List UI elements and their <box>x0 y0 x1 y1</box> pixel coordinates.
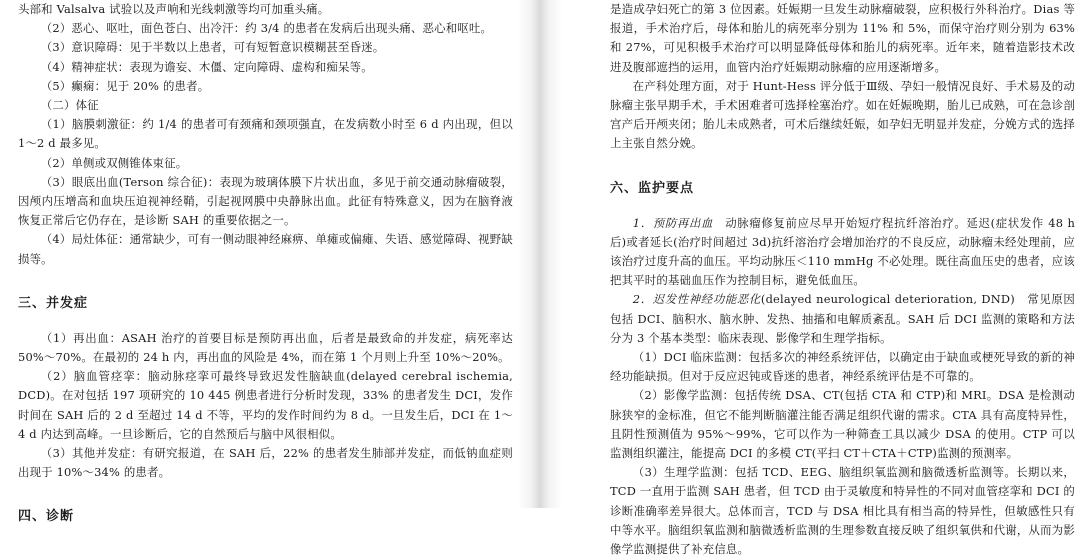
right-text-column <box>610 0 1075 559</box>
paragraph-meningeal: （1）脑膜刺激征：约 1/4 的患者可有颈痛和颈项强直，在发病数小时至 6 d 内出现，但以 1～2 d 最多见。 <box>18 117 513 151</box>
paragraph-pyramidal: （2）单侧或双侧锥体束征。 <box>40 155 188 170</box>
book-gutter <box>518 0 562 508</box>
right-page <box>562 0 1080 557</box>
paragraph-nausea: （2）恶心、呕吐，面色苍白、出冷汗：约 3/4 的患者在发病后出现头痛、恶心和呕吐。 <box>40 21 493 36</box>
paragraph-consciousness: （3）意识障碍：见于半数以上患者，可有短暂意识模糊甚至昏迷。 <box>40 40 385 55</box>
paragraph-fundus: （3）眼底出血(Terson 综合征)：表现为玻璃体膜下片状出血，多见于前交通动脉瘤破裂，因颅内压增高和血块压迫视神经鞘，引起视网膜中央静脉出血。此征有特殊意义，因为在脑脊液恢复正常后它仍存在，是诊断 SAH 的重要依据之一。 <box>18 174 513 228</box>
paragraph-psychiatric: （4）精神症状：表现为谵妄、木僵、定向障碍、虚构和痴呆等。 <box>40 59 373 74</box>
paragraph-epilepsy: （5）癫痫：见于 20% 的患者。 <box>40 78 210 93</box>
paragraph-imaging-monitoring: （2）影像学监测：包括传统 DSA、CT(包括 CTA 和 CTP)和 MRI。DSA 是检测动脉狭窄的金标准，但它不能判断脑灌注能否满足组织代谢的需求。CTA 具有高度特异性，且阴性预测值为 95%～99%，它可以作为一种筛查工具以减少 DSA 的使用。CTP 可以监测组织灌注，能提高 DCI 的多模 CT(平扫 CT＋CTA＋CTP)监测的预测率。 <box>610 388 1075 461</box>
heading-monitoring: 六、监护要点 <box>610 180 695 196</box>
left-text-column <box>18 0 513 528</box>
left-page <box>0 0 518 525</box>
paragraph-physiological-monitoring: （3）生理学监测：包括 TCD、EEG、脑组织氧监测和脑微透析监测等。长期以来，TCD 一直用于监测 SAH 患者，但 TCD 由于灵敏度和特异性的不同对血管痉挛和 DCI 的诊断准确率差异很大。总体而言，TCD 与 DSA 相比具有相当高的特异性，但敏感性只有中等水平。脑组织氧监测和脑微透析监测的生理参数直接反映了组织氧供和代谢，从而为影像学监测提供了补充信息。 <box>610 465 1075 557</box>
prevent-rebleed-text: 动脉瘤修复前应尽早开始短疗程抗纤溶治疗。延迟(症状发作 48 h 后)或者延长(治疗时间超过 3d)抗纤溶治疗会增加治疗的不良反应，动脉瘤未经处理前，应该治疗过度升高的血压。平均动脉压＜110 mmHg 不必处理。既往高血压史的患者，应该把其平时的基础血压作为控制目标，避免低血压。 <box>610 215 1076 288</box>
subheading-signs: （二）体征 <box>40 98 99 113</box>
prevent-rebleed-label: 1．预防再出血 <box>632 215 714 230</box>
paragraph-prevent-rebleed <box>610 214 1075 291</box>
paragraph-headache-aggravation: 头部和 Valsalva 试验以及声响和光线刺激等均可加重头痛。 <box>18 2 330 16</box>
dnd-text: (delayed neurological deterioration, DND) 常见原因包括 DCI、脑积水、脑水肿、发热、抽搐和电解质紊乱。SAH 后 DCI 监测的策略和方法分为 3 个基本类型：临床表现、影像学和生理学指标。 <box>610 292 1075 345</box>
paragraph-vasospasm: （2）脑血管痉挛：脑动脉痉挛可最终导致迟发性脑缺血(delayed cerebral ischemia, DCD)。在对包括 197 项研究的 10 445 例患者进行分析时发现，33% 的患者发生 DCI，发作时间在 SAH 后的 2 d 至超过 14 d 不等，平均的发作时间约为 8 d。一旦发生后，DCI 在 1～4 d 内达到高峰。一旦诊断后，它的自然预后与脑中风很相似。 <box>18 369 513 441</box>
dnd-label: 2．迟发性神经功能恶化 <box>632 292 761 307</box>
paragraph-other-complications: （3）其他并发症：有研究报道，在 SAH 后，22% 的患者发生肺部并发症，而低钠血症则出现于 10%～34% 的患者。 <box>18 446 513 480</box>
paragraph-obstetric: 在产科处理方面，对于 Hunt-Hess 评分低于Ⅲ级、孕妇一般情况良好、手术易及的动脉瘤主张早期手术，手术困难者可选择栓塞治疗。如在妊娠晚期，胎儿已成熟，可在急诊剖宫产后开颅夹闭；胎儿未成熟者，可术后继续妊娠，如孕妇无明显并发症，分娩方式的选择上主张自然分娩。 <box>610 78 1075 151</box>
paragraph-pregnancy-surgery: 是造成孕妇死亡的第 3 位因素。妊娠期一旦发生动脉瘤破裂，应积极行外科治疗。Dias 等报道，手术治疗后，母体和胎儿的病死率分别为 11% 和 5%，而保守治疗则分别为 63% 和 27%，可见积极手术治疗可以明显降低母体和胎儿的病死率。近年来，随着造影技术改进及腹部遮挡的运用，血管内治疗妊娠期动脉瘤的应用逐渐增多。 <box>610 2 1075 74</box>
heading-diagnosis: 四、诊断 <box>18 509 75 525</box>
paragraph-dnd <box>610 290 1075 348</box>
paragraph-focal-signs: （4）局灶体征：通常缺少，可有一侧动眼神经麻痹、单瘫或偏瘫、失语、感觉障碍、视野缺损等。 <box>18 232 513 266</box>
paragraph-rebleed: （1）再出血：ASAH 治疗的首要目标是预防再出血，后者是最致命的并发症，病死率达 50%～70%。在最初的 24 h 内，再出血的风险是 4%，而在第 1 个月则上升至 10%～20%。 <box>18 330 513 365</box>
heading-complications: 三、并发症 <box>18 295 89 311</box>
paragraph-clinical-monitoring: （1）DCI 临床监测：包括多次的神经系统评估，以确定由于缺血或梗死导致的新的神经功能缺损。但对于反应迟钝或昏迷的患者，神经系统评估是不可靠的。 <box>610 350 1075 384</box>
